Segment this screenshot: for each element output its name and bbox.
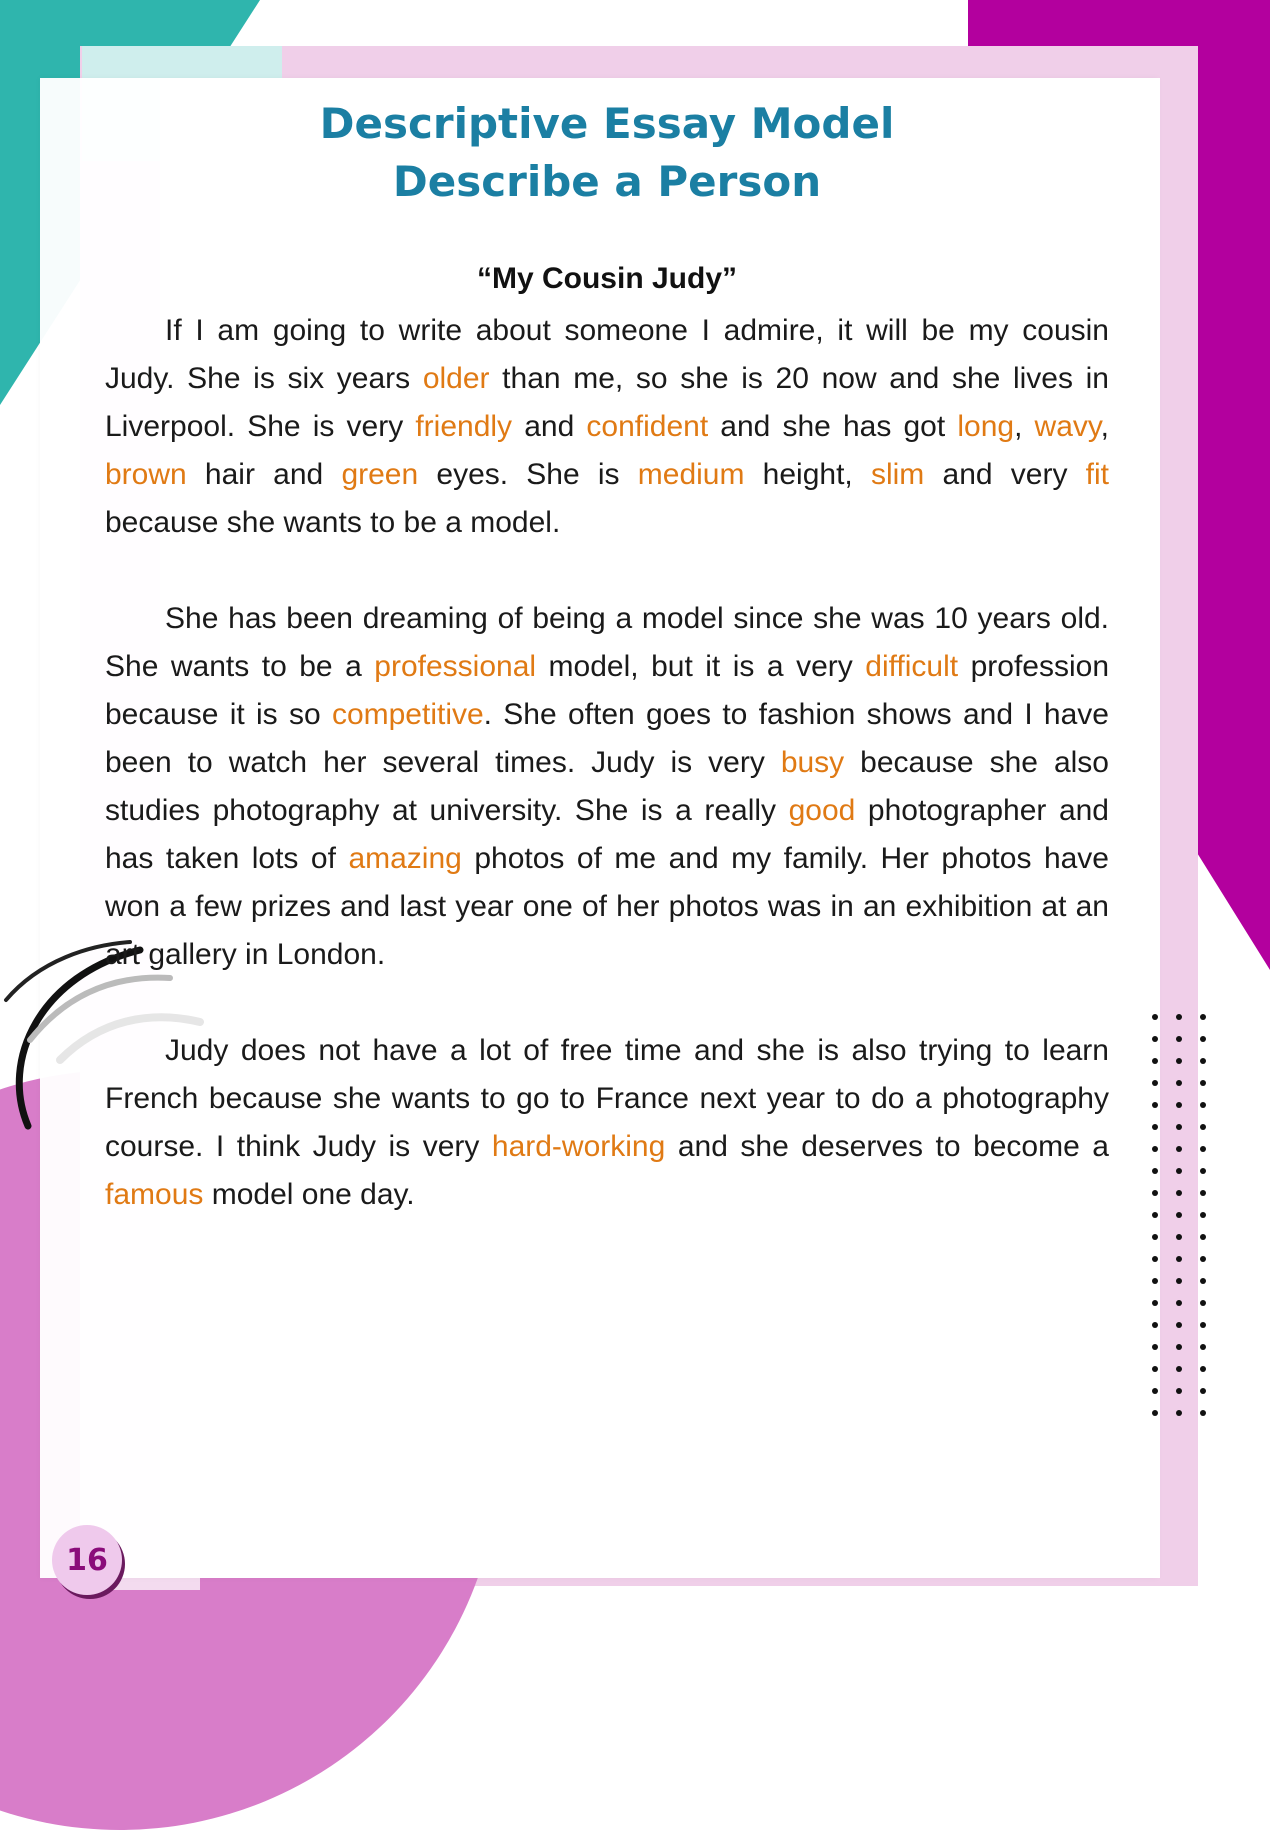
dot bbox=[1200, 1146, 1206, 1152]
highlighted-word: competitive bbox=[331, 698, 484, 731]
dot bbox=[1152, 1124, 1158, 1130]
highlighted-word: slim bbox=[870, 458, 925, 491]
dot bbox=[1200, 1190, 1206, 1196]
dot bbox=[1200, 1322, 1206, 1328]
highlighted-word: confident bbox=[586, 410, 709, 443]
essay-title: “My Cousin Judy” bbox=[476, 262, 738, 295]
dot bbox=[1152, 1344, 1158, 1350]
dot bbox=[1176, 1278, 1182, 1284]
essay-text: and she has got bbox=[708, 410, 958, 443]
highlighted-word: good bbox=[788, 794, 856, 827]
dot bbox=[1176, 1102, 1182, 1108]
essay-text: and she deserves to become a bbox=[665, 1130, 1109, 1163]
dot bbox=[1176, 1014, 1182, 1020]
essay-text: , bbox=[1100, 410, 1110, 443]
dot bbox=[1152, 1212, 1158, 1218]
essay-text: If I am going to write about someone I admire, it will be my cousin Judy. She is six years bbox=[105, 314, 1109, 395]
dot bbox=[1152, 1322, 1158, 1328]
highlighted-word: brown bbox=[105, 458, 187, 491]
dot-grid-decoration bbox=[1152, 1014, 1206, 1416]
dot bbox=[1152, 1080, 1158, 1086]
dot bbox=[1176, 1234, 1182, 1240]
dot bbox=[1200, 1388, 1206, 1394]
dot bbox=[1152, 1300, 1158, 1306]
dot bbox=[1176, 1388, 1182, 1394]
dot bbox=[1200, 1212, 1206, 1218]
dot bbox=[1176, 1344, 1182, 1350]
dot bbox=[1152, 1146, 1158, 1152]
highlighted-word: wavy bbox=[1034, 410, 1101, 443]
dot bbox=[1176, 1190, 1182, 1196]
dot bbox=[1152, 1366, 1158, 1372]
dot bbox=[1176, 1300, 1182, 1306]
essay-content bbox=[105, 95, 1109, 1219]
dot bbox=[1200, 1344, 1206, 1350]
highlighted-word: friendly bbox=[415, 410, 513, 443]
dot bbox=[1200, 1058, 1206, 1064]
essay-text: . She often goes to fashion shows and I have been to watch her several times. Judy is very bbox=[105, 698, 1109, 779]
highlighted-word: famous bbox=[105, 1178, 204, 1211]
dot bbox=[1200, 1124, 1206, 1130]
essay-text: because she wants to be a model. bbox=[105, 506, 561, 539]
dot bbox=[1176, 1410, 1182, 1416]
essay-text: profession because it is so bbox=[105, 650, 1109, 731]
dot bbox=[1176, 1168, 1182, 1174]
dot bbox=[1152, 1190, 1158, 1196]
highlighted-word: amazing bbox=[348, 842, 462, 875]
highlighted-word: busy bbox=[780, 746, 845, 779]
essay-text: eyes. She is bbox=[418, 458, 638, 491]
dot bbox=[1176, 1322, 1182, 1328]
dot bbox=[1152, 1058, 1158, 1064]
dot bbox=[1200, 1410, 1206, 1416]
dot bbox=[1200, 1256, 1206, 1262]
essay-text: model one day. bbox=[203, 1178, 415, 1211]
dot bbox=[1152, 1102, 1158, 1108]
highlighted-word: professional bbox=[374, 650, 537, 683]
essay-text: , bbox=[1014, 410, 1035, 443]
dot bbox=[1152, 1234, 1158, 1240]
dot bbox=[1176, 1124, 1182, 1130]
dot bbox=[1200, 1036, 1206, 1042]
dot bbox=[1200, 1234, 1206, 1240]
dot bbox=[1152, 1036, 1158, 1042]
page-number: 16 bbox=[66, 1542, 108, 1578]
dot bbox=[1152, 1388, 1158, 1394]
dot bbox=[1152, 1014, 1158, 1020]
essay-paragraph-2 bbox=[105, 595, 1109, 979]
dot bbox=[1200, 1278, 1206, 1284]
essay-paragraph-3 bbox=[105, 1027, 1109, 1219]
highlighted-word: fit bbox=[1085, 458, 1109, 491]
essay-text: height, bbox=[744, 458, 871, 491]
dot bbox=[1200, 1014, 1206, 1020]
highlighted-word: older bbox=[422, 362, 490, 395]
dot bbox=[1200, 1168, 1206, 1174]
dot bbox=[1152, 1278, 1158, 1284]
dot bbox=[1176, 1256, 1182, 1262]
highlighted-word: medium bbox=[637, 458, 745, 491]
essay-text: She has been dreaming of being a model since she was 10 years old. She wants to be a bbox=[105, 602, 1109, 683]
dot bbox=[1200, 1080, 1206, 1086]
highlighted-word: long bbox=[957, 410, 1015, 443]
page-title bbox=[105, 95, 1109, 211]
highlighted-word: green bbox=[341, 458, 419, 491]
essay-text: because she also studies photography at university. She is a really bbox=[105, 746, 1109, 827]
essay-text: hair and bbox=[186, 458, 342, 491]
page-number-badge bbox=[52, 1525, 122, 1595]
essay-paragraph-1 bbox=[105, 307, 1109, 547]
title-line-2: Describe a Person bbox=[392, 157, 822, 206]
dot bbox=[1200, 1300, 1206, 1306]
essay-text: than me, so she is 20 now and she lives in Liverpool. She is very bbox=[105, 362, 1109, 443]
dot bbox=[1176, 1212, 1182, 1218]
dot bbox=[1200, 1102, 1206, 1108]
dot bbox=[1176, 1058, 1182, 1064]
highlighted-word: hard-working bbox=[491, 1130, 666, 1163]
dot bbox=[1152, 1410, 1158, 1416]
dot bbox=[1176, 1366, 1182, 1372]
essay-text: photos of me and my family. Her photos have won a few prizes and last year one of her photos was in an exhibition at an art gallery in London. bbox=[105, 842, 1109, 971]
dot bbox=[1152, 1256, 1158, 1262]
highlighted-word: difficult bbox=[865, 650, 959, 683]
dot bbox=[1176, 1146, 1182, 1152]
essay-text: photographer and has taken lots of bbox=[105, 794, 1109, 875]
essay-text: and very bbox=[924, 458, 1086, 491]
title-line-1: Descriptive Essay Model bbox=[319, 99, 895, 148]
dot bbox=[1176, 1080, 1182, 1086]
dot bbox=[1176, 1036, 1182, 1042]
essay-text: model, but it is a very bbox=[536, 650, 866, 683]
dot bbox=[1200, 1366, 1206, 1372]
essay-text: Judy does not have a lot of free time and she is also trying to learn French because she wants to go to France next year to do a photography course. I think Judy is very bbox=[105, 1034, 1109, 1163]
dot bbox=[1152, 1168, 1158, 1174]
essay-text: and bbox=[512, 410, 587, 443]
